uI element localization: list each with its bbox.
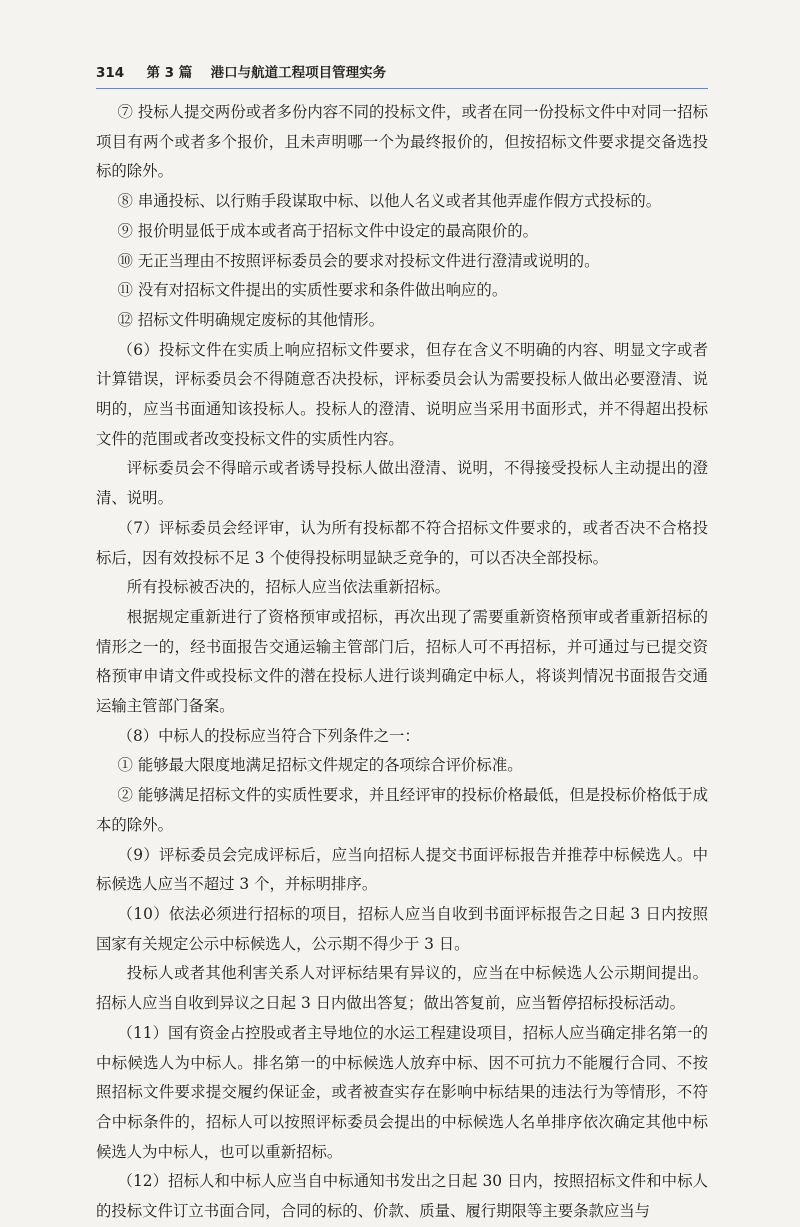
- paragraph-section-8: （8）中标人的投标应当符合下列条件之一：: [117, 726, 420, 745]
- paragraph-item-9: ⑨ 报价明显低于成本或者高于招标文件中设定的最高限价的。: [117, 221, 538, 240]
- paragraph-item-12: ⑫ 招标文件明确规定废标的其他情形。: [117, 310, 385, 329]
- paragraph-item-7: ⑦ 投标人提交两份或者多份内容不同的投标文件，或者在同一份投标文件中对同一招标项目有两个或者多个报价，且未声明哪一个为最终报价的，但按招标文件要求提交备选投标的除外。: [96, 103, 708, 181]
- running-header: [96, 60, 708, 89]
- paragraph-item-8: ⑧ 串通投标、以行贿手段谋取中标、以他人名义或者其他弄虚作假方式投标的。: [117, 192, 662, 211]
- part-title: 港口与航道工程项目管理实务: [210, 65, 387, 81]
- paragraph-item-11: ⑪ 没有对招标文件提出的实质性要求和条件做出响应的。: [117, 281, 508, 300]
- page-number: 314: [96, 65, 125, 81]
- paragraph-section-11: （11）国有资金占控股或者主导地位的水运工程建设项目，招标人应当确定排名第一的中标候选人为中标人。排名第一的中标候选人放弃中标、因不可抗力不能履行合同、不按照招标文件要求提交履约保证金，或者被查实存在影响中标结果的违法行为等情形，不符合中标条件的，招标人可以按照评标委员会提出的中标候选人名单排序依次确定其他中标候选人为中标人，也可以重新招标。: [96, 1023, 708, 1161]
- paragraph: 根据规定重新进行了资格预审或招标，再次出现了需要重新资格预审或者重新招标的情形之一的，经书面报告交通运输主管部门后，招标人可不再招标，并可通过与已提交资格预审申请文件或投标文件的潜在投标人进行谈判确定中标人，将谈判情况书面报告交通运输主管部门备案。: [96, 607, 708, 716]
- paragraph-section-7: （7）评标委员会经评审，认为所有投标都不符合招标文件要求的，或者否决不合格投标后，因有效投标不足 3 个使得投标明显缺乏竞争的，可以否决全部投标。: [96, 518, 708, 567]
- part-label: 第 3 篇: [146, 65, 193, 81]
- paragraph-section-12: （12）招标人和中标人应当自中标通知书发出之日起 30 日内，按照招标文件和中标人的投标文件订立书面合同，合同的标的、价款、质量、履行期限等主要条款应当与: [96, 1172, 708, 1221]
- paragraph-section-10: （10）依法必须进行招标的项目，招标人应当自收到书面评标报告之日起 3 日内按照国家有关规定公示中标候选人，公示期不得少于 3 日。: [96, 904, 708, 953]
- paragraph-section-9: （9）评标委员会完成评标后，应当向招标人提交书面评标报告并推荐中标候选人。中标候选人应当不超过 3 个，并标明排序。: [96, 845, 708, 894]
- paragraph: 投标人或者其他利害关系人对评标结果有异议的，应当在中标候选人公示期间提出。招标人应当自收到异议之日起 3 日内做出答复；做出答复前，应当暂停招标投标活动。: [96, 964, 708, 1013]
- page-body: [96, 98, 708, 1227]
- paragraph-item-1: ① 能够最大限度地满足招标文件规定的各项综合评价标准。: [117, 756, 523, 775]
- paragraph: 评标委员会不得暗示或者诱导投标人做出澄清、说明，不得接受投标人主动提出的澄清、说明。: [96, 459, 708, 508]
- paragraph: 所有投标被否决的，招标人应当依法重新招标。: [126, 578, 451, 597]
- paragraph-item-2: ② 能够满足招标文件的实质性要求，并且经评审的投标价格最低，但是投标价格低于成本的除外。: [96, 786, 708, 834]
- paragraph-item-10: ⑩ 无正当理由不按照评标委员会的要求对投标文件进行澄清或说明的。: [117, 251, 600, 270]
- paragraph-section-6: （6）投标文件在实质上响应招标文件要求，但存在含义不明确的内容、明显文字或者计算错误，评标委员会不得随意否决投标，评标委员会认为需要投标人做出必要澄清、说明的，应当书面通知该投标人。投标人的澄清、说明应当采用书面形式，并不得超出投标文件的范围或者改变投标文件的实质性内容。: [96, 340, 708, 448]
